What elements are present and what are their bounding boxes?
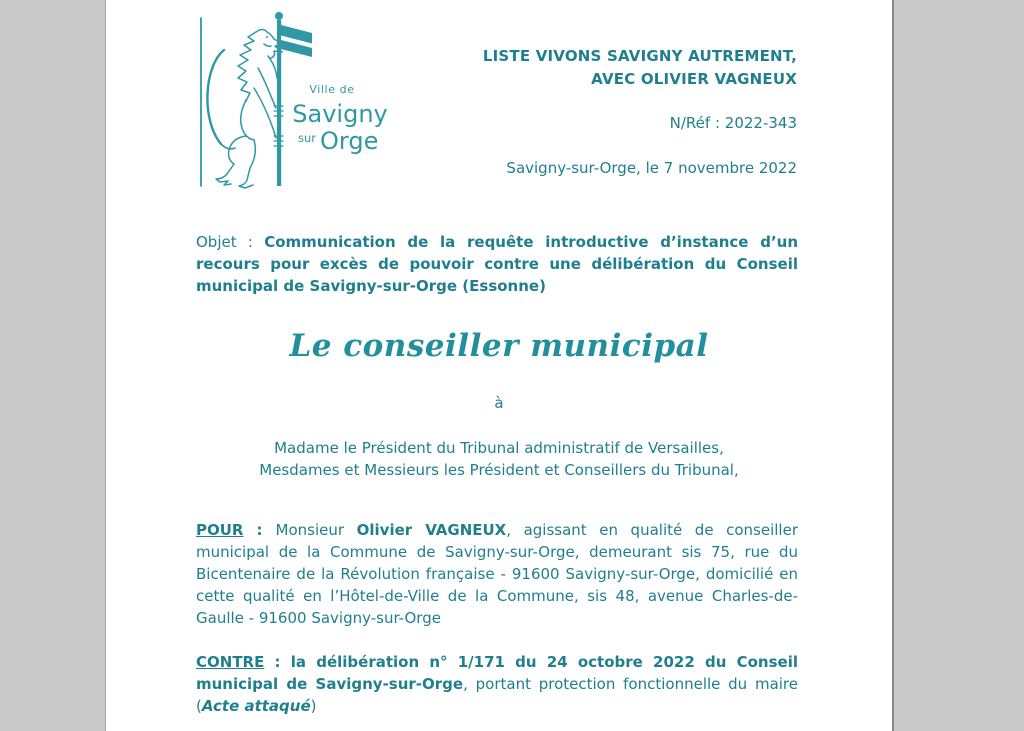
recipient-line: Madame le Président du Tribunal administratif de Versailles, <box>274 439 724 457</box>
subject-text: Communication de la requête introductive d’instance d’un recours pour excès de pouvoir contre une délibération du Conseil municipal de Savigny-sur-Orge (Essonne) <box>196 233 798 295</box>
logo-text-ville-de: Ville de <box>309 83 355 96</box>
flag-icon <box>275 12 312 186</box>
sender-list-line1: LISTE VIVONS SAVIGNY AUTREMENT, <box>482 47 797 65</box>
pour-label: POUR <box>196 521 244 539</box>
contre-paragraph <box>196 651 798 717</box>
script-title: Le conseiller municipal <box>289 328 709 364</box>
reference-number: N/Réf : 2022-343 <box>669 114 797 132</box>
pour-paragraph <box>196 519 798 629</box>
recipient-line: Mesdames et Messieurs les Président et Conseillers du Tribunal, <box>259 461 739 479</box>
logo-text-sur: sur <box>298 131 317 145</box>
pour-rest: , agissant en qualité de conseiller municipal de la Commune de Savigny-sur-Orge, demeurant sis 75, rue du Bicentenaire de la Révolution française - 91600 Savigny-sur-Orge, domicilié en cette qualité en l’Hôtel-de-Ville de la Commune, sis 48, avenue Charles-de-Gaulle - 91600 Savigny-sur-Orge <box>196 521 798 627</box>
pour-colon: : <box>243 521 276 539</box>
contre-close-paren: ) <box>310 697 317 715</box>
contre-colon: : <box>264 653 291 671</box>
dateline: Savigny-sur-Orge, le 7 novembre 2022 <box>506 159 797 177</box>
logo-text-savigny: Savigny <box>292 100 388 128</box>
contre-label: CONTRE <box>196 653 265 671</box>
recipient-preposition: à <box>494 394 504 412</box>
subject-paragraph <box>196 232 798 297</box>
sender-block <box>356 45 797 180</box>
contre-act-label: Acte attaqué <box>201 697 311 715</box>
logo-text-orge: Orge <box>320 127 379 155</box>
recipient-block <box>106 437 892 481</box>
pour-intro: Monsieur <box>275 521 357 539</box>
pour-name: Olivier VAGNEUX <box>356 521 507 539</box>
contre-bold-text: la délibération n° 1/171 du 24 octobre 2022 du Conseil municipal de Savigny-sur-Orge <box>196 653 798 693</box>
subject-label: Objet : <box>196 233 265 251</box>
document-page <box>106 0 892 731</box>
sender-list-line2: AVEC OLIVIER VAGNEUX <box>591 70 797 88</box>
contre-rest: , portant protection fonctionnelle du maire ( <box>196 675 798 715</box>
